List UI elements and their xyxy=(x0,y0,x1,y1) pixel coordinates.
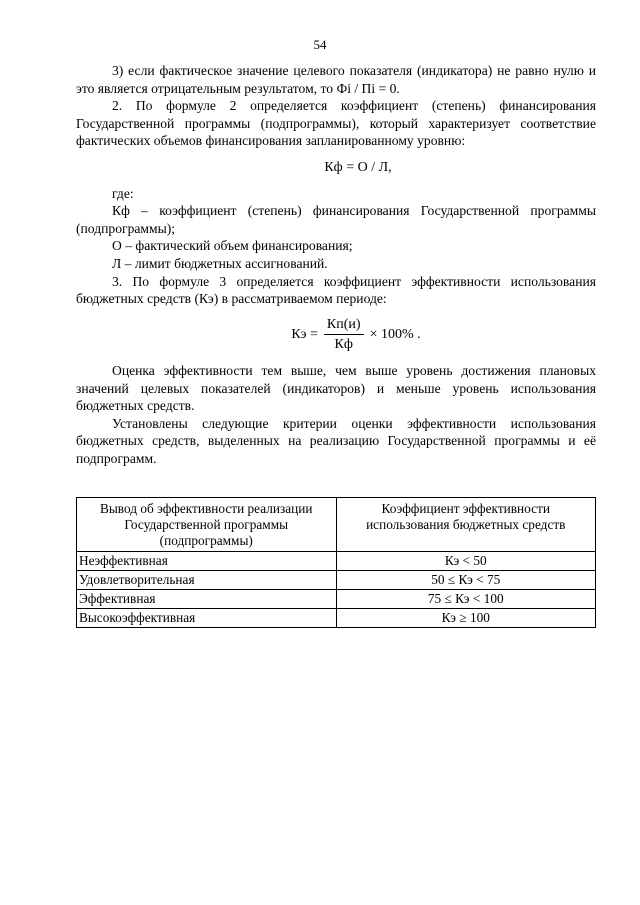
table-row xyxy=(77,609,596,628)
formula-2: Кф = О / Л, xyxy=(324,159,392,175)
table-cell-value: 50 ≤ Кэ < 75 xyxy=(336,571,596,590)
formula-3-numerator: Кп(и) xyxy=(324,316,364,336)
formula-3 xyxy=(76,316,596,354)
table-cell-label: Высокоэффективная xyxy=(77,609,337,628)
paragraph-condition-3: 3) если фактическое значение целевого показателя (индикатора) не равно нулю и это является отрицательным результатом, то Фi / Пi = 0. xyxy=(76,63,596,96)
table-header-coefficient: Коэффициент эффективности использования бюджетных средств xyxy=(336,498,596,552)
formula-3-rhs: × 100% . xyxy=(369,327,421,343)
table-cell-label: Удовлетворительная xyxy=(77,571,337,590)
table-header-row xyxy=(77,498,596,552)
table-cell-value: 75 ≤ Кэ < 100 xyxy=(336,590,596,609)
table-row xyxy=(77,571,596,590)
formula-3-lhs: Кэ = xyxy=(291,327,318,343)
where-label: где: xyxy=(112,185,134,201)
document-body xyxy=(76,62,596,467)
table-cell-label: Эффективная xyxy=(77,590,337,609)
table-cell-value: Кэ < 50 xyxy=(336,552,596,571)
paragraph-criteria: Установлены следующие критерии оценки эффективности использования бюджетных средств, выделенных на реализацию Государственной программы и её подпрограмм. xyxy=(76,415,596,466)
table-row xyxy=(77,552,596,571)
paragraph-formula-3-intro: 3. По формуле 3 определяется коэффициент эффективности использования бюджетных средств (Кэ) в рассматриваемом периоде: xyxy=(76,273,596,307)
criteria-table xyxy=(76,497,596,628)
table-header-conclusion: Вывод об эффективности реализации Государственной программы (подпрограммы) xyxy=(77,498,337,552)
table-cell-label: Неэффективная xyxy=(77,552,337,571)
page-number: 54 xyxy=(313,37,327,52)
formula-3-fraction xyxy=(324,316,364,354)
formula-3-denominator: Кф xyxy=(334,337,353,353)
table-cell-value: Кэ ≥ 100 xyxy=(336,609,596,628)
definition-o: О – фактический объем финансирования; xyxy=(112,238,353,254)
definition-kf: Кф – коэффициент (степень) финансирования Государственной программы (подпрограммы); xyxy=(76,203,596,236)
paragraph-assessment: Оценка эффективности тем выше, чем выше уровень достижения плановых значений целевых показателей (индикаторов) и меньше уровень использования бюджетных средств. xyxy=(76,362,596,414)
paragraph-formula-2-intro: 2. По формуле 2 определяется коэффициент (степень) финансирования Государственной программы (подпрограммы), который характеризует соответствие фактических объемов финансирования запланированному уровню: xyxy=(76,98,596,149)
table-row xyxy=(77,590,596,609)
definition-l: Л – лимит бюджетных ассигнований. xyxy=(112,255,328,271)
